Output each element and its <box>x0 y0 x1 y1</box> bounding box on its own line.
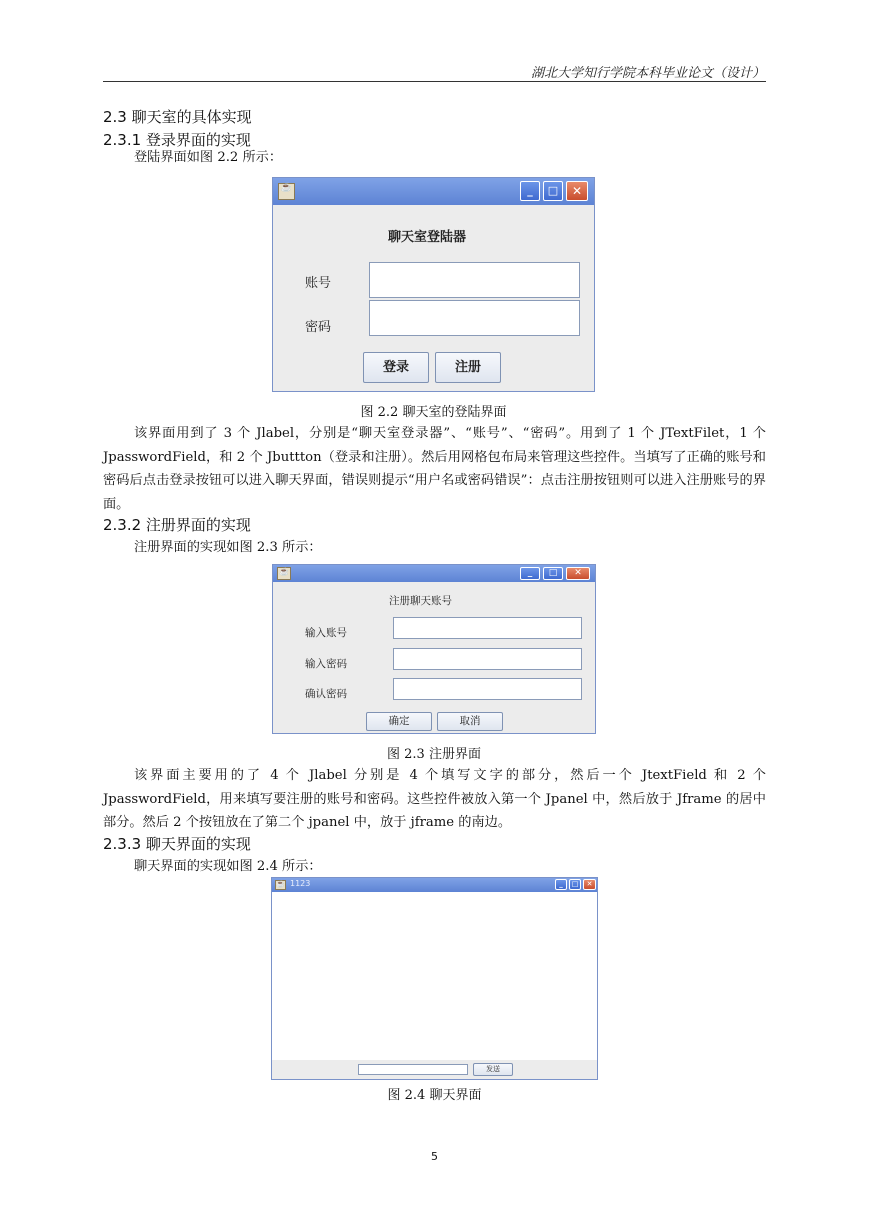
login-button: 登录 <box>363 352 429 383</box>
section-2-3-3-heading: 2.3.3 聊天界面的实现 <box>103 835 251 853</box>
maximize-icon: □ <box>543 181 563 201</box>
password-input <box>369 300 580 336</box>
section-2-3-2-heading: 2.3.2 注册界面的实现 <box>103 516 251 534</box>
close-icon: ✕ <box>583 879 596 890</box>
chat-message-area <box>272 892 597 1060</box>
figure-2-3-caption: 图 2.3 注册界面 <box>387 747 481 762</box>
login-intro: 登陆界面如图 2.2 所示： <box>134 150 283 165</box>
account-input <box>369 262 580 298</box>
login-description: 该界面用到了 3 个 Jlabel，分别是“聊天室登录器”、“账号”、“密码”。用到了 1 个 JTextFilet，1 个 JpasswordField，和 2 个 Jbuttton（登录和注册）。然后用网格包布局来管理这些控件。当填写了正确的账号和密码后点击登录按钮可以进入聊天界面，错误则提示“用户名或密码错误”：点击注册按钮则可以进入注册账号的界面。 <box>103 426 766 512</box>
cancel-button: 取消 <box>437 712 503 731</box>
minimize-icon: _ <box>520 567 540 580</box>
register-account-input <box>393 617 582 639</box>
header-rule <box>103 81 766 82</box>
figure-2-2-caption: 图 2.2 聊天室的登陆界面 <box>360 405 507 420</box>
login-window-figure <box>272 177 595 392</box>
java-cup-icon: ☕ <box>276 880 285 888</box>
chat-input-bar <box>272 1060 597 1079</box>
chat-window-title: 1123 <box>290 879 311 888</box>
register-intro: 注册界面的实现如图 2.3 所示： <box>134 540 322 555</box>
running-header: 湖北大学知行学院本科毕业论文（设计） <box>530 66 765 81</box>
confirm-password-label: 确认密码 <box>305 688 347 700</box>
register-password-input <box>393 648 582 670</box>
chat-titlebar <box>272 878 597 892</box>
register-button: 注册 <box>435 352 501 383</box>
register-description: 该界面主要用的了 4 个 Jlabel 分别是 4 个填写文字的部分，然后一个 JtextField 和 2 个 JpasswordField，用来填写要注册的账号和密码。这些控件被放入第一个 Jpanel 中，然后放于 Jframe 的居中部分。然后 2 个按钮放在了第二个 jpanel 中，放于 jframe 的南边。 <box>103 768 766 831</box>
chat-intro: 聊天界面的实现如图 2.4 所示： <box>134 859 322 874</box>
maximize-icon: □ <box>569 879 581 890</box>
login-title-label: 聊天室登陆器 <box>388 230 467 245</box>
java-cup-icon: ☕ <box>277 567 291 580</box>
register-confirm-input <box>393 678 582 700</box>
maximize-icon: □ <box>543 567 563 580</box>
minimize-icon: _ <box>555 879 567 890</box>
close-icon: ✕ <box>566 567 590 580</box>
input-password-label: 输入密码 <box>305 658 347 670</box>
register-titlebar <box>273 565 595 582</box>
minimize-icon: _ <box>520 181 540 201</box>
password-label: 密码 <box>305 320 332 335</box>
chat-window-figure <box>271 877 598 1080</box>
figure-2-4-caption: 图 2.4 聊天界面 <box>387 1088 482 1103</box>
login-titlebar <box>273 178 594 205</box>
chat-message-input <box>358 1064 468 1075</box>
register-window-figure <box>272 564 596 734</box>
account-label: 账号 <box>305 276 332 291</box>
section-2-3-1-heading: 2.3.1 登录界面的实现 <box>103 131 251 149</box>
close-icon: ✕ <box>566 181 588 201</box>
java-cup-icon: ☕ <box>278 183 295 200</box>
register-title-label: 注册聊天账号 <box>389 595 452 607</box>
page-number: 5 <box>431 1150 438 1163</box>
ok-button: 确定 <box>366 712 432 731</box>
section-2-3-heading: 2.3 聊天室的具体实现 <box>103 108 252 126</box>
input-account-label: 输入账号 <box>305 627 347 639</box>
send-button: 发送 <box>473 1063 513 1076</box>
